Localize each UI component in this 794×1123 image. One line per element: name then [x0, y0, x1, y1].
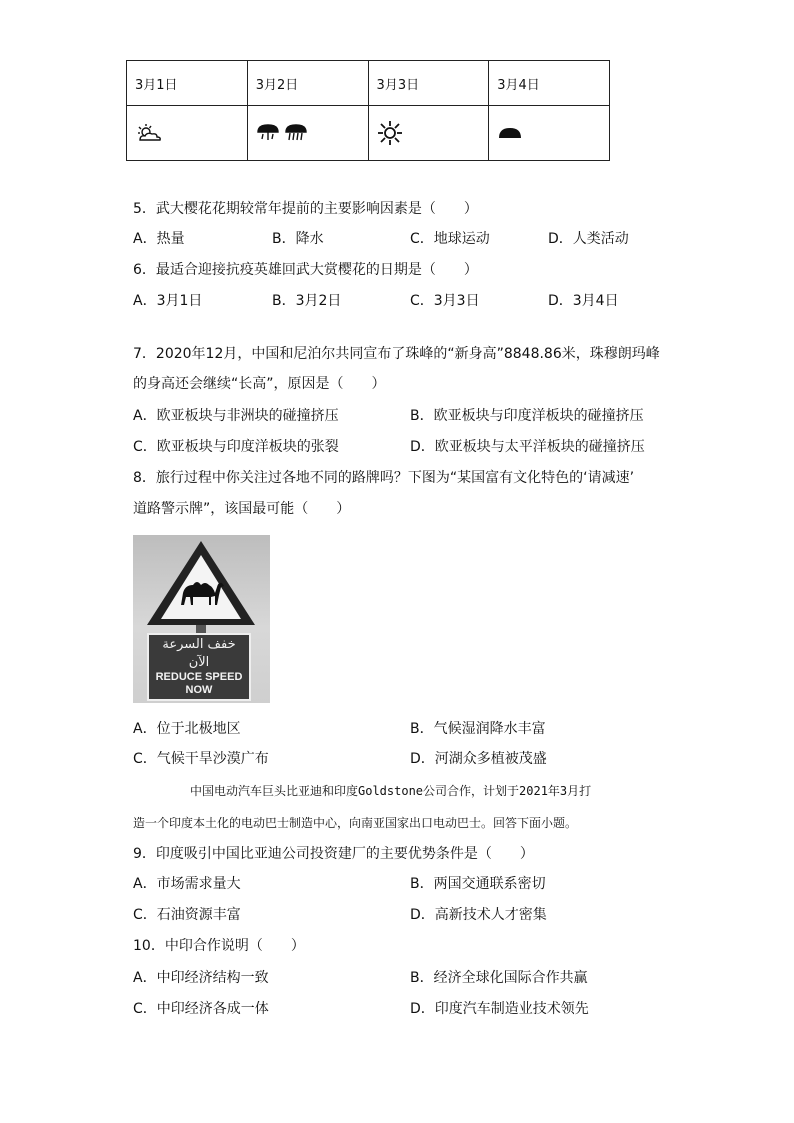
weather-date-row — [127, 61, 610, 106]
weather-icon-cell — [489, 106, 610, 161]
q9-option-b[interactable]: B．两国交通联系密切 — [410, 876, 546, 892]
q9-option-c[interactable]: C．石油资源丰富 — [133, 907, 241, 923]
q5-option-c[interactable]: C．地球运动 — [410, 231, 490, 247]
sign-arabic-line1: خفف السرعة — [162, 637, 236, 652]
passage-line2: 造一个印度本土化的电动巴士制造中心，向南亚国家出口电动巴士。回答下面小题。 — [133, 816, 578, 830]
partly-cloudy-icon — [135, 123, 165, 143]
q8-stem-line1: 8．旅行过程中你关注过各地不同的路牌吗？下图为“某国富有文化特色的‘请减速’ — [133, 470, 635, 486]
cloudy-icon — [497, 125, 523, 141]
q5-option-d[interactable]: D．人类活动 — [548, 231, 629, 247]
weather-date-cell: 3月4日 — [489, 61, 610, 106]
sign-arabic-line2: الآن — [188, 655, 210, 670]
q10-option-c[interactable]: C．中印经济各成一体 — [133, 1001, 269, 1017]
road-sign-photo — [133, 535, 270, 703]
q9-option-a[interactable]: A．市场需求量大 — [133, 876, 241, 892]
sign-english-line1: REDUCE SPEED — [155, 671, 243, 683]
q7-option-d[interactable]: D．欧亚板块与太平洋板块的碰撞挤压 — [410, 439, 645, 455]
passage-line1: 中国电动汽车巨头比亚迪和印度Goldstone公司合作，计划于2021年3月打 — [190, 784, 592, 798]
q6-option-a[interactable]: A．3月1日 — [133, 293, 203, 309]
q6-option-b[interactable]: B．3月2日 — [272, 293, 342, 309]
q8-option-c[interactable]: C．气候干旱沙漠广布 — [133, 751, 269, 767]
road-sign-text-panel — [147, 633, 251, 701]
sunny-icon — [377, 120, 403, 146]
sign-english-line2: NOW — [185, 684, 213, 696]
q10-stem: 10．中印合作说明（ ） — [133, 938, 305, 954]
weather-icon-cell — [368, 106, 489, 161]
q8-stem-line2: 道路警示牌”，该国最可能（ ） — [133, 501, 351, 517]
weather-date-cell: 3月2日 — [247, 61, 368, 106]
q6-stem: 6．最适合迎接抗疫英雄回武大赏樱花的日期是（ ） — [133, 262, 478, 278]
rain-icon — [256, 122, 312, 144]
q7-option-b[interactable]: B．欧亚板块与印度洋板块的碰撞挤压 — [410, 408, 644, 424]
q7-stem-line2: 的身高还会继续“长高”，原因是（ ） — [133, 376, 386, 392]
q8-option-d[interactable]: D．河湖众多植被茂盛 — [410, 751, 547, 767]
q10-option-a[interactable]: A．中印经济结构一致 — [133, 970, 269, 986]
weather-date-cell: 3月3日 — [368, 61, 489, 106]
weather-icon-cell — [127, 106, 248, 161]
q6-option-d[interactable]: D．3月4日 — [548, 293, 619, 309]
q5-stem: 5．武大樱花花期较常年提前的主要影响因素是（ ） — [133, 201, 478, 217]
q7-stem-line1: 7．2020年12月，中国和尼泊尔共同宣布了珠峰的“新身高”8848.86米，珠穆朗玛峰 — [133, 346, 660, 362]
weather-date-cell: 3月1日 — [127, 61, 248, 106]
q10-option-b[interactable]: B．经济全球化国际合作共赢 — [410, 970, 588, 986]
weather-table — [126, 60, 610, 161]
q9-option-d[interactable]: D．高新技术人才密集 — [410, 907, 547, 923]
q5-option-a[interactable]: A．热量 — [133, 231, 185, 247]
weather-icon-row — [127, 106, 610, 161]
q5-option-b[interactable]: B．降水 — [272, 231, 324, 247]
q6-option-c[interactable]: C．3月3日 — [410, 293, 480, 309]
weather-icon-cell — [247, 106, 368, 161]
q9-stem: 9．印度吸引中国比亚迪公司投资建厂的主要优势条件是（ ） — [133, 846, 534, 862]
q10-option-d[interactable]: D．印度汽车制造业技术领先 — [410, 1001, 589, 1017]
q8-option-b[interactable]: B．气候湿润降水丰富 — [410, 721, 546, 737]
q8-option-a[interactable]: A．位于北极地区 — [133, 721, 241, 737]
q7-option-c[interactable]: C．欧亚板块与印度洋板块的张裂 — [133, 439, 339, 455]
q7-option-a[interactable]: A．欧亚板块与非洲块的碰撞挤压 — [133, 408, 339, 424]
